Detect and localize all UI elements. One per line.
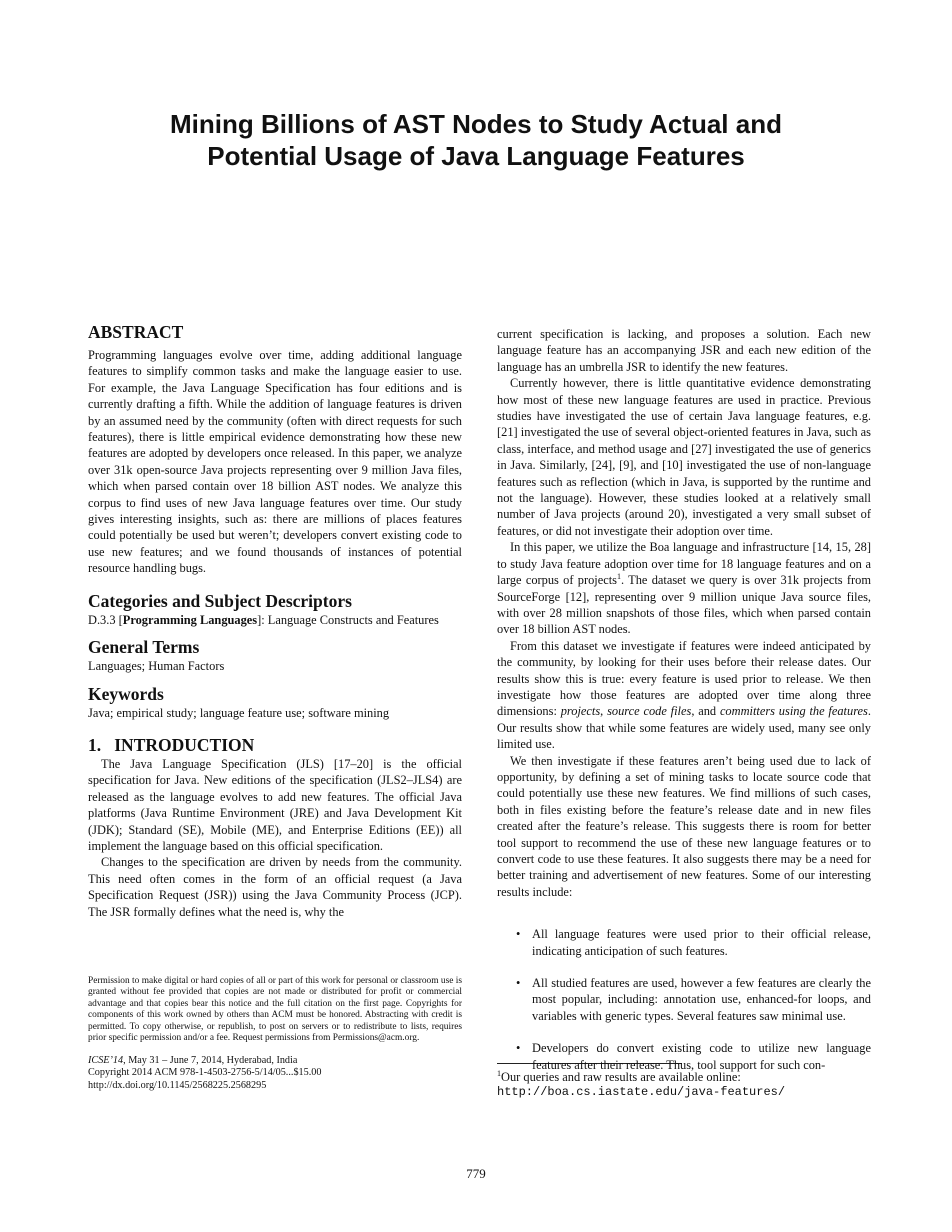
right-paragraph-1: current specification is lacking, and proposes a solution. Each new language feature has an accompanying JSR and each new edition of the language has an umbrella JSR to identify the new features.	[497, 327, 871, 374]
conference-copyright: Copyright 2014 ACM 978-1-4503-2756-5/14/05...$15.00	[88, 1067, 322, 1079]
bullet-icon: •	[516, 976, 521, 991]
intro-heading: 1. INTRODUCTION	[88, 734, 255, 755]
right-paragraph-3-a: In this paper, we utilize the Boa language and infrastructure [14, 15, 28] to study Java feature adoption over time for 18 language features and on a large corpus of projects	[497, 540, 871, 588]
right-paragraph-4	[497, 638, 871, 753]
title-line-1: Mining Billions of AST Nodes to Study Actual and	[170, 109, 782, 139]
categories-code: D.3.3 [	[88, 612, 123, 627]
conference-doi: http://dx.doi.org/10.1145/2568225.2568295	[88, 1079, 267, 1091]
footnote-url[interactable]: http://boa.cs.iastate.edu/java-features/	[497, 1085, 786, 1100]
categories-rest: ]: Language Constructs and Features	[257, 612, 439, 627]
bullet-icon: •	[516, 927, 521, 942]
emph-files: source code files	[607, 704, 692, 719]
general-terms-heading: General Terms	[88, 637, 200, 658]
categories-text	[88, 612, 462, 628]
categories-heading: Categories and Subject Descriptors	[88, 590, 352, 611]
footnote-text: Our queries and raw results are available online:	[501, 1070, 741, 1085]
comma-2: , and	[691, 704, 720, 719]
right-paragraph-4-a: From this dataset we investigate if features were indeed anticipated by the community, by looking for their uses before their release dates. Our results show this is true: every feature is used prior to release. We then investigate how those features are adopted over time along three dimensions:	[497, 638, 871, 719]
keywords-heading: Keywords	[88, 683, 164, 704]
bullet-icon: •	[516, 1041, 521, 1056]
comma-1: ,	[600, 704, 608, 719]
conference-info	[88, 1055, 462, 1093]
right-paragraph-4-b: . Our results show that while some features are widely used, many see only limited use.	[497, 704, 871, 752]
emph-committers: committers using the features	[719, 704, 868, 719]
intro-paragraph-2: Changes to the specification are driven by needs from the community. This need often comes in the form of an official request (a Java Specification Request (JSR)) using the Java Community Process (JCP). The JSR formally defines what the need is, why the	[88, 855, 462, 919]
list-item-text: All studied features are used, however a few features are clearly the most popular, including: annotation use, enhanced-for loops, and variables with generic types. Several features saw minimal use.	[532, 976, 871, 1023]
keywords-text: Java; empirical study; language feature use; software mining	[88, 705, 390, 720]
list-item	[497, 926, 871, 959]
permission-notice: Permission to make digital or hard copies of all or part of this work for personal or classroom use is granted without fee provided that copies are not made or distributed for profit or commercial advantage and that copies bear this notice and the full citation on the first page. Copyrights for components of this work owned by others than ACM must be honored. Abstracting with credit is permitted. To copy otherwise, or republish, to post on servers or to redistribute to lists, requires prior specific permission and/or a fee. Request permissions from Permissions@acm.org.	[88, 975, 462, 1044]
list-item	[497, 1040, 871, 1073]
categories-bold: Programming Languages	[122, 612, 258, 627]
conference-dates: , May 31 – June 7, 2014, Hyderabad, India	[123, 1054, 298, 1066]
left-column	[88, 321, 462, 1092]
abstract-text: Programming languages evolve over time, adding additional language features to simplify common tasks and make the language easier to use. For example, the Java Language Specification has four editions and is currently drafting a fifth. While the addition of language features is driven by an assumed need by the community (often with direct requests for such features), there is little empirical evidence demonstrating how these new features are adopted by developers once released. In this paper, we analyze over 31k open-source Java projects representing over 9 million Java files, which when parsed contain over 18 billion AST nodes. We analyze this corpus to find uses of new Java language features over time. Our study gives interesting insights, such as: there are millions of places features could potentially be used but weren’t; developers convert existing code to use new features; and we found thousands of instances of potential resource handling bugs.	[88, 348, 462, 576]
emph-projects: projects	[560, 704, 601, 719]
abstract-heading: ABSTRACT	[88, 322, 184, 342]
right-paragraph-5: We then investigate if these features aren’t being used due to lack of opportunity, by defining a set of mining tasks to locate source code that could potentially use these new features. We find millions of such cases, both in files existing before the feature’s release date and in new files created after the feature’s release. This suggests there is room for better tool support to recommend the use of these new language features or to convert code to use these features. It also suggests there may be a need for better training and advertisement of new features. Some of our interesting results include:	[497, 753, 871, 899]
footnote-ref: 1	[617, 571, 621, 581]
conference-venue-line	[88, 1055, 462, 1068]
right-column	[497, 326, 871, 1100]
footnote	[497, 1070, 871, 1100]
page-number: 779	[466, 1166, 486, 1181]
list-item	[497, 975, 871, 1024]
general-terms-text: Languages; Human Factors	[88, 659, 225, 674]
results-list	[497, 926, 871, 1073]
title-line-2: Potential Usage of Java Language Features	[207, 141, 745, 171]
list-item-text: All language features were used prior to their official release, indicating anticipation of such features.	[532, 927, 871, 958]
paper-title	[60, 108, 892, 172]
right-paragraph-3-b: . The dataset we query is over 31k projects from SourceForge [12], representing over 9 million unique Java source files, with over 28 million snapshots of those files, which when parsed contain over 18 billion AST nodes.	[497, 573, 871, 637]
right-paragraph-3	[497, 539, 871, 637]
intro-paragraph-1: The Java Language Specification (JLS) [17–20] is the official specification for Java. New editions of the specification (JLS2–JLS4) are released as the language evolves to add new features. The official Java platforms (Java Runtime Environment (JRE) and Java Development Kit (JDK); Standard (SE), Mobile (ME), and Enterprise Editions (EE)) all implement the language based on this official specification.	[88, 756, 462, 853]
list-item-text: Developers do convert existing code to utilize new language features after their release. Thus, tool support for such con-	[532, 1041, 871, 1072]
conference-venue: ICSE’14	[88, 1054, 124, 1066]
right-paragraph-2: Currently however, there is little quantitative evidence demonstrating how most of these new language features are used in practice. Previous studies have investigated the use of certain Java language features, e.g. [21] investigated the use of several object-oriented features in Java, such as class, interface, and method usage and [27] investigated the use of generics in Java. Similarly, [24], [9], and [10] investigated the use of non-language features such as reflection (which in Java, is supported by the runtime and not the language). However, these studies looked at a relatively small number of Java projects (around 20), investigated a very small subset of features, or did not investigate their adoption over time.	[497, 376, 871, 538]
footnote-mark: 1	[497, 1068, 501, 1078]
